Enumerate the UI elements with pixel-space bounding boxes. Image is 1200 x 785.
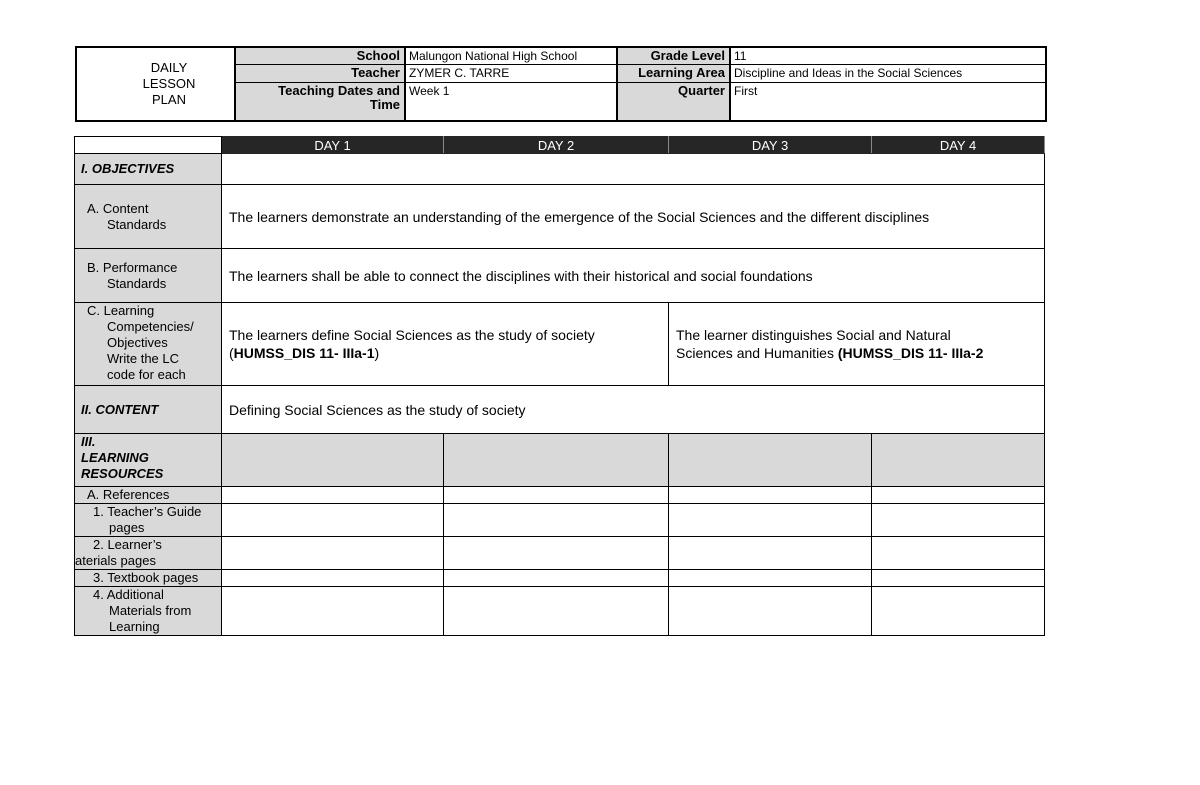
grade-level-value: 11 [730,47,1046,65]
teachers-guide-label [75,504,222,537]
resources-day-1-cell [222,434,444,487]
references-day-2-cell [444,487,669,504]
quarter-value: First [730,83,1046,121]
content-row [75,386,1045,434]
tg-day-1-cell [222,504,444,537]
performance-standards-label [75,249,222,303]
dlp-title [76,47,235,121]
label-line: B. Performance [87,259,178,275]
label-line: RESOURCES [81,466,164,481]
label-line: A. Content [87,200,149,216]
lesson-plan-table [74,136,1045,636]
day-4-header: DAY 4 [872,137,1045,154]
tg-day-4-cell [872,504,1045,537]
label-line: pages [109,520,145,535]
tb-day-2-cell [444,570,669,587]
objectives-row [75,154,1045,185]
additional-materials-row [75,587,1045,636]
teachers-guide-row [75,504,1045,537]
content-standards-row [75,185,1045,249]
resources-day-2-cell [444,434,669,487]
learners-materials-label [75,537,222,570]
label-line: Standards [107,275,167,291]
competencies-row [75,303,1045,386]
references-day-3-cell [669,487,872,504]
lm-day-2-cell [444,537,669,570]
references-row [75,487,1045,504]
teaching-dates-label [235,83,405,121]
label-line: Write the LC [107,351,180,366]
tg-day-3-cell [669,504,872,537]
day-2-header: DAY 2 [444,137,669,154]
learning-resources-row [75,434,1045,487]
school-label: School [235,47,405,65]
learning-area-value: Discipline and Ideas in the Social Sciences [730,65,1046,83]
label-line: aterials pages [75,553,156,568]
am-day-2-cell [444,587,669,636]
competency-1-cell [222,303,669,386]
label-line: Objectives [107,335,168,350]
lm-day-1-cell [222,537,444,570]
lm-day-3-cell [669,537,872,570]
tg-day-2-cell [444,504,669,537]
quarter-label: Quarter [617,83,730,121]
competency-1-text: The learners define Social Sciences as the study of society [229,327,595,343]
learners-materials-row [75,537,1045,570]
day-header-row [75,137,1045,154]
teaching-dates-label-line: Teaching Dates and [278,83,400,98]
teaching-dates-value: Week 1 [405,83,617,121]
label-line: 4. Additional [93,587,164,602]
day-1-header: DAY 1 [222,137,444,154]
tb-day-4-cell [872,570,1045,587]
tb-day-3-cell [669,570,872,587]
teaching-dates-label-line: Time [369,97,400,112]
content-text: Defining Social Sciences as the study of society [222,386,1045,434]
competency-2-text: Sciences and Humanities [676,345,834,361]
teacher-value: ZYMER C. TARRE [405,65,617,83]
performance-standards-text: The learners shall be able to connect the disciplines with their historical and social foundations [222,249,1045,303]
grade-level-label: Grade Level [617,47,730,65]
tb-day-1-cell [222,570,444,587]
resources-day-4-cell [872,434,1045,487]
header-info-table [75,46,1047,122]
competency-1-paren: ( [229,345,234,361]
am-day-1-cell [222,587,444,636]
competency-2-code: (HUMSS_DIS 11- IIIa-2 [837,345,984,361]
label-line: LEARNING [81,450,149,465]
objectives-label: I. OBJECTIVES [75,154,222,185]
resources-day-3-cell [669,434,872,487]
learning-resources-label [75,434,222,487]
dlp-title-line: PLAN [152,91,186,107]
am-day-4-cell [872,587,1045,636]
dlp-title-line: LESSON [142,75,196,91]
competencies-label [75,303,222,386]
additional-materials-label [75,587,222,636]
label-line: 1. Teacher’s Guide [93,504,202,519]
am-day-3-cell [669,587,872,636]
textbook-row [75,570,1045,587]
content-standards-label [75,185,222,249]
objectives-cell [222,154,1045,185]
performance-standards-row [75,249,1045,303]
day-3-header: DAY 3 [669,137,872,154]
corner-cell [75,137,222,154]
label-line: code for each [107,367,186,382]
competency-2-cell [669,303,1045,386]
label-line: Standards [107,216,167,232]
dlp-title-line: DAILY [150,59,188,75]
references-day-1-cell [222,487,444,504]
label-line: 2. Learner’s [93,537,162,552]
references-day-4-cell [872,487,1045,504]
competency-1-paren: ) [374,345,380,361]
textbook-label: 3. Textbook pages [75,570,222,587]
content-label: II. CONTENT [75,386,222,434]
learning-area-label: Learning Area [617,65,730,83]
label-line: Competencies/ [107,319,194,334]
competency-2-text: The learner distinguishes Social and Natural [676,327,951,343]
teacher-label: Teacher [235,65,405,83]
references-label: A. References [75,487,222,504]
label-line: Learning [109,619,160,634]
school-value: Malungon National High School [405,47,617,65]
label-line: Materials from [109,603,192,618]
content-standards-text: The learners demonstrate an understanding of the emergence of the Social Sciences and the different disciplines [222,185,1045,249]
lm-day-4-cell [872,537,1045,570]
label-line: C. Learning [87,303,155,318]
label-line: III. [81,434,96,449]
competency-1-code: HUMSS_DIS 11- IIIa-1 [233,345,375,361]
